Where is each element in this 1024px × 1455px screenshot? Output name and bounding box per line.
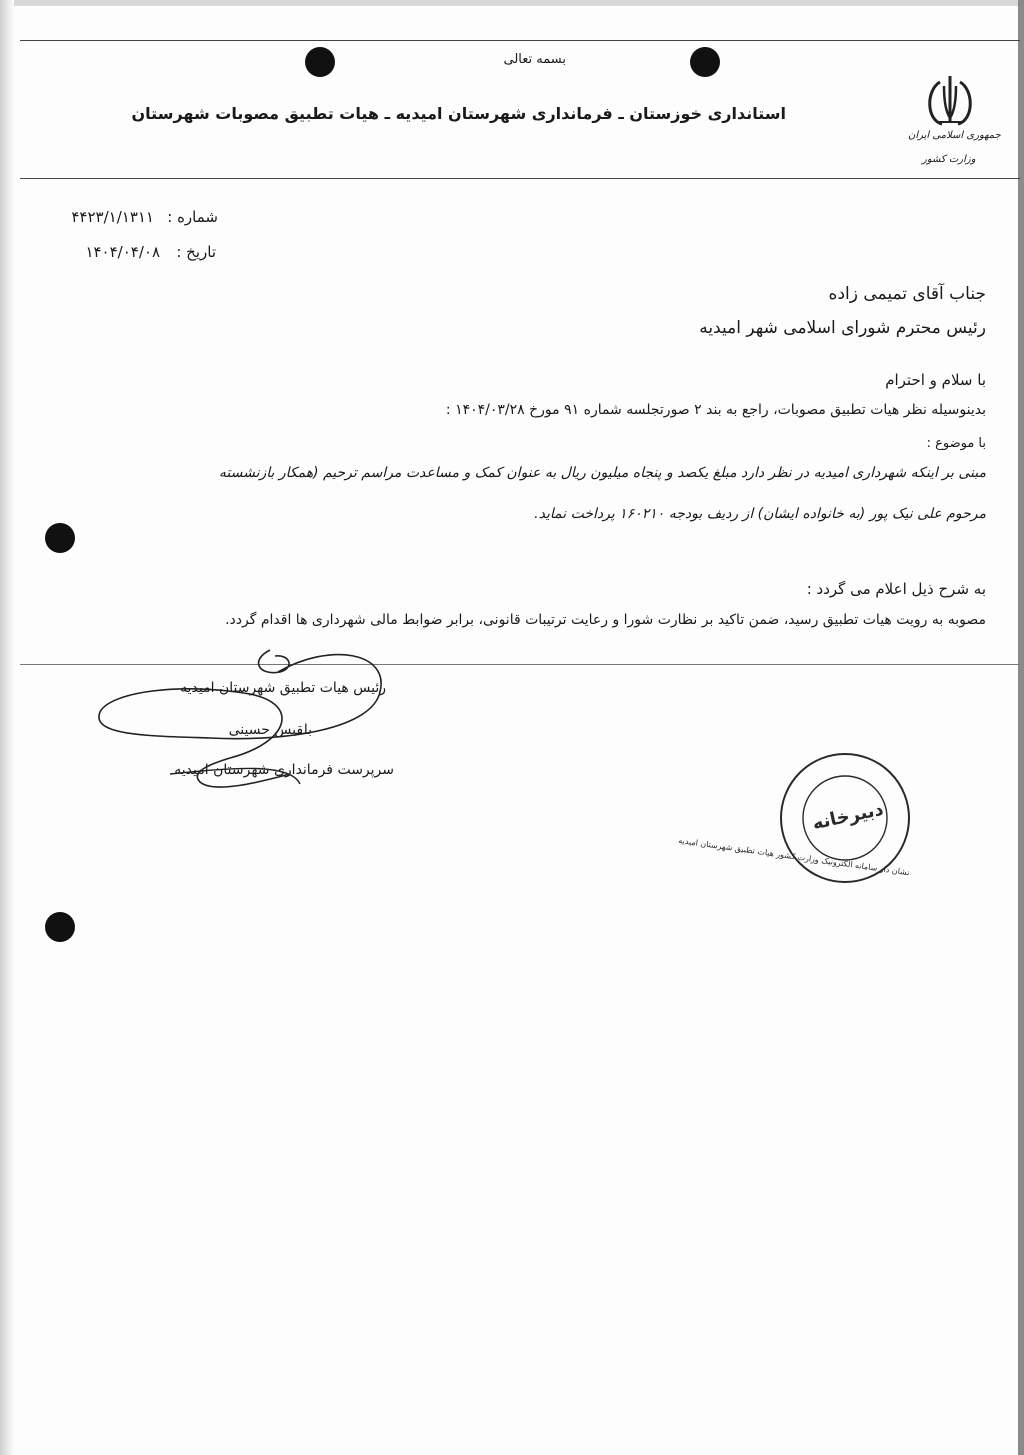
letter-date-value: ۱۴۰۴/۰۴/۰۸ <box>85 243 160 261</box>
signatory-position: سرپرست فرمانداری شهرستان امیدیه <box>174 762 394 778</box>
header-top-rule <box>20 40 1020 41</box>
scan-edge-left <box>0 0 14 1455</box>
letter-date-label: تاریخ : <box>176 243 216 261</box>
recipient-title: رئیس محترم شورای اسلامی شهر امیدیه <box>699 318 986 338</box>
letter-number-label: شماره : <box>167 208 218 226</box>
punch-hole <box>305 47 335 77</box>
punch-hole <box>45 523 75 553</box>
body-bottom-rule <box>20 664 1020 665</box>
recipient-name: جناب آقای تمیمی زاده <box>828 284 986 304</box>
intro-paragraph: بدینوسیله نظر هیات تطبیق مصوبات، راجع به بند ۲ صورتجلسه شماره ۹۱ مورخ ۱۴۰۴/۰۳/۲۸ : <box>445 402 986 418</box>
punch-hole <box>690 47 720 77</box>
stamp-center-text: دبیرخانه <box>810 798 886 835</box>
subject-line: مبنی بر اینکه شهرداری امیدیه در نظر دارد مبلغ یکصد و پنجاه میلیون ریال به عنوان کمک و مساعدت مراسم ترحیم (همکار بازنشسته <box>218 465 986 481</box>
subject-line: مرحوم علی نیک پور (به خانواده ایشان) از ردیف بودجه ۱۶۰۲۱۰ پرداخت نماید. <box>534 506 986 522</box>
signatory-role: رئیس هیات تطبیق شهرستان امیدیه <box>180 680 386 696</box>
emblem-caption-country: جمهوری اسلامی ایران <box>908 130 1001 141</box>
letter-number-value: ۴۴۲۳/۱/۱۳۱۱ <box>71 208 154 226</box>
stamp-ring-text: نشان دار سامانه الکترونیک وزارت کشور هیات تطبیق شهرستان امیدیه <box>677 835 911 878</box>
invocation: بسمه تعالی <box>503 52 566 67</box>
subject-label: با موضوع : <box>926 436 986 451</box>
announce-line: به شرح ذیل اعلام می گردد : <box>806 580 986 598</box>
decision-paragraph: مصوبه به رویت هیات تطبیق رسید، ضمن تاکید بر نظارت شورا و رعایت ترتیبات قانونی، برابر ضوابط مالی شهرداری ها اقدام گردد. <box>225 612 986 628</box>
emblem-caption-ministry: وزارت کشور <box>922 154 976 165</box>
scan-edge-top <box>0 0 1024 6</box>
punch-hole <box>45 912 75 942</box>
header-bottom-rule <box>20 178 1020 179</box>
office-title: استانداری خوزستان ـ فرمانداری شهرستان امیدیه ـ هیات تطبیق مصوبات شهرستان <box>131 104 786 123</box>
scan-edge-right <box>1018 0 1024 1455</box>
greeting: با سلام و احترام <box>885 371 986 389</box>
signatory-name: بلقیس حسینی <box>228 722 312 738</box>
